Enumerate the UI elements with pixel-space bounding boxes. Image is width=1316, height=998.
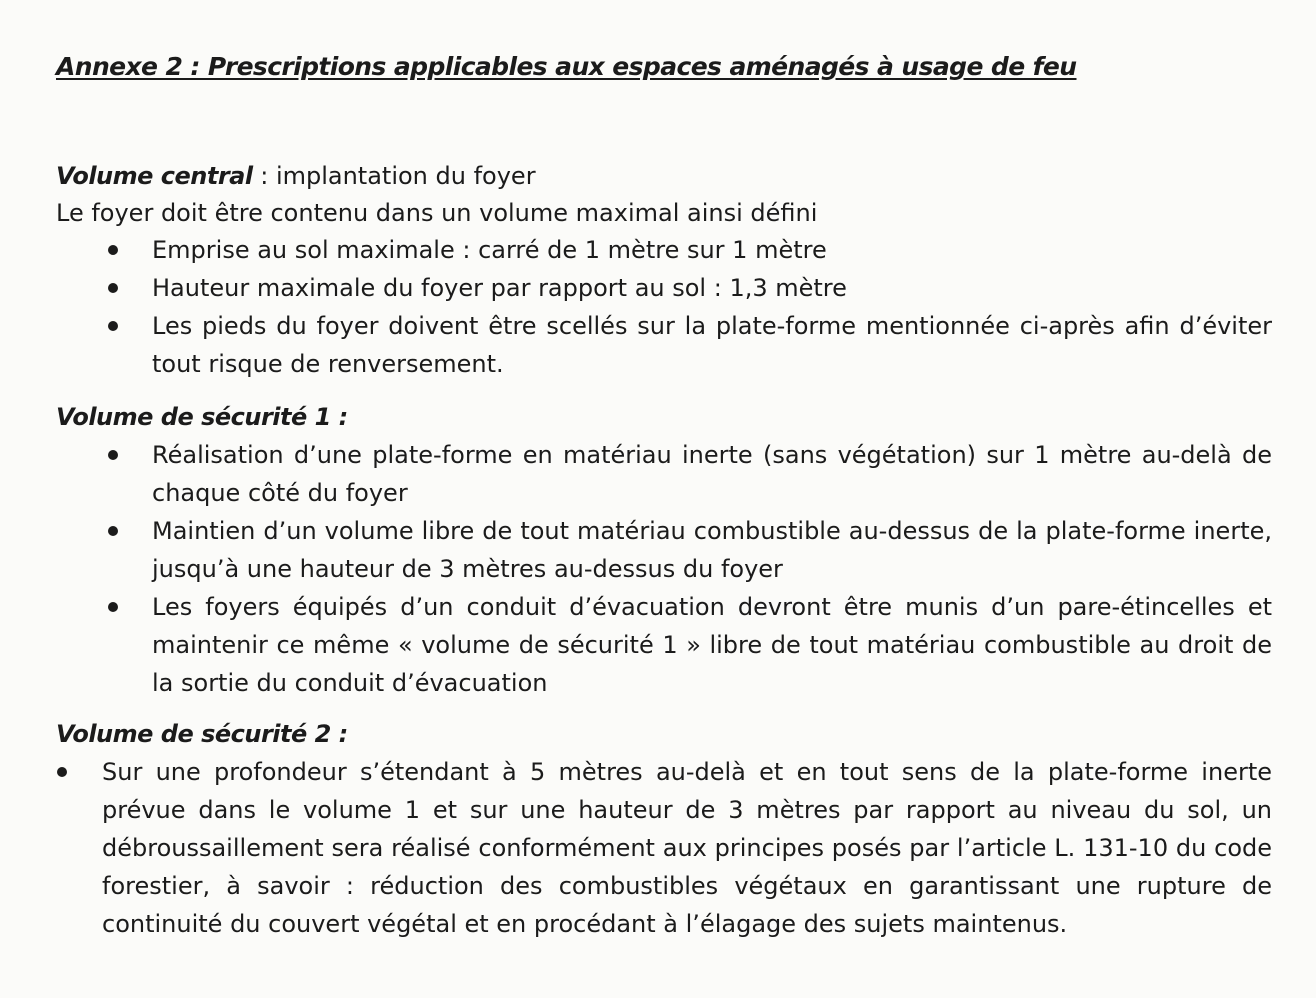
list-item: Maintien d’un volume libre de tout matériau combustible au-dessus de la plate-forme inerte, jusqu’à une hauteur de 3 mètres au-dessus du foyer	[152, 517, 1272, 583]
section-central-label: Volume central	[56, 162, 253, 190]
list-item: Réalisation d’une plate-forme en matériau inerte (sans végétation) sur 1 mètre au-delà de chaque côté du foyer	[152, 441, 1272, 507]
list-item: Les pieds du foyer doivent être scellés sur la plate-forme mentionnée ci-après afin d’éviter tout risque de renversement.	[152, 312, 1272, 378]
section-central-intro: Le foyer doit être contenu dans un volume maximal ainsi défini	[56, 199, 818, 227]
bullet-icon	[57, 767, 67, 777]
bullet-icon	[108, 321, 118, 331]
list-item: Les foyers équipés d’un conduit d’évacuation devront être munis d’un pare-étincelles et maintenir ce même « volume de sécurité 1 » libre de tout matériau combustible au droit de la sortie du conduit d’évacuation	[152, 593, 1272, 697]
section-securite1-label: Volume de sécurité 1 :	[56, 403, 348, 431]
bullet-icon	[108, 245, 118, 255]
bullet-icon	[108, 602, 118, 612]
list-item: Hauteur maximale du foyer par rapport au sol : 1,3 mètre	[152, 274, 847, 302]
section-central-label-suffix: : implantation du foyer	[252, 162, 536, 190]
bullet-icon	[108, 283, 118, 293]
list-item: Sur une profondeur s’étendant à 5 mètres au-delà et en tout sens de la plate-forme inerte prévue dans le volume 1 et sur une hauteur de 3 mètres par rapport au niveau du sol, un débroussaillement sera réalisé conformément aux principes posés par l’article L. 131-10 du code forestier, à savoir : réduction des combustibles végétaux en garantissant une rupture de continuité du couvert végétal et en procédant à l’élagage des sujets maintenus.	[102, 758, 1272, 938]
bullet-icon	[108, 526, 118, 536]
bullet-icon	[108, 450, 118, 460]
section-securite2-label: Volume de sécurité 2 :	[56, 720, 348, 748]
page-title: Annexe 2 : Prescriptions applicables aux espaces aménagés à usage de feu	[56, 52, 1077, 81]
list-item: Emprise au sol maximale : carré de 1 mètre sur 1 mètre	[152, 236, 827, 264]
section-central-heading	[56, 157, 536, 195]
